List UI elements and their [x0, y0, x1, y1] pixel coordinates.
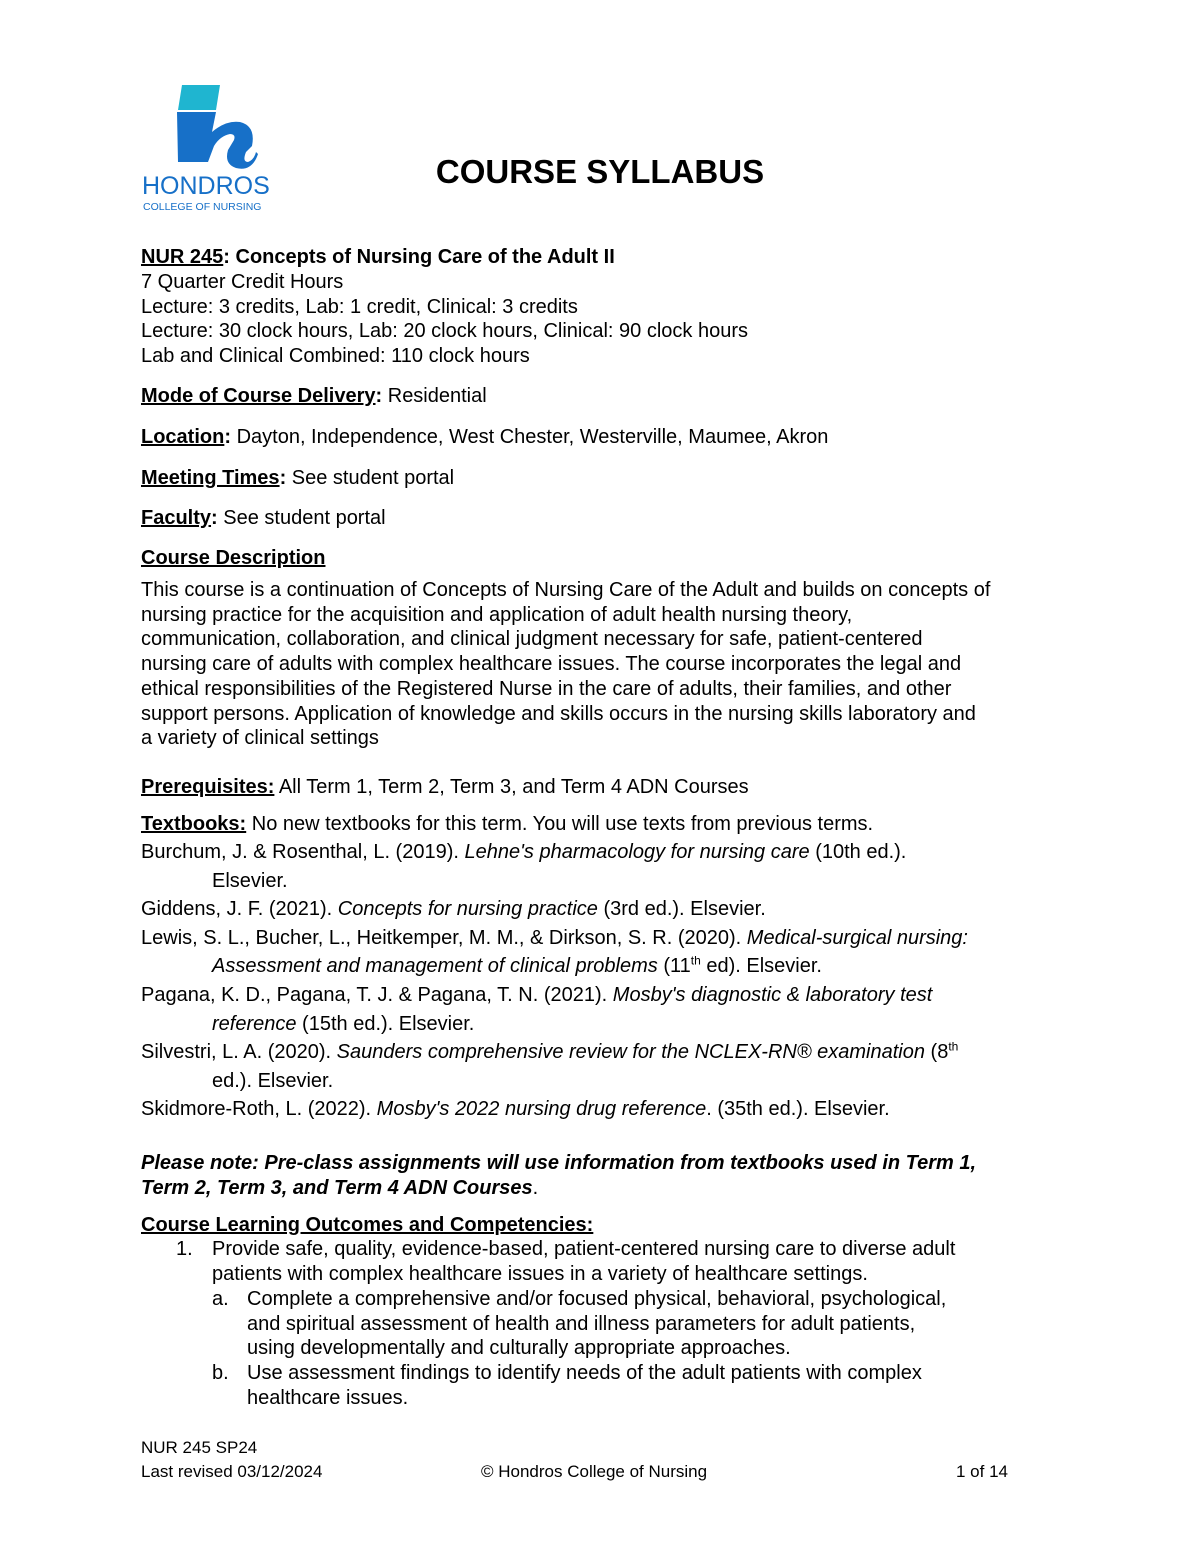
- course-heading: NUR 245: Concepts of Nursing Care of the Adult II: [141, 246, 615, 268]
- reference-skidmore: Skidmore-Roth, L. (2022). Mosby's 2022 nursing drug reference. (35th ed.). Elsevier.: [141, 1098, 890, 1120]
- description-line: This course is a continuation of Concepts of Nursing Care of the Adult and builds on concepts of: [141, 579, 991, 601]
- description-line: support persons. Application of knowledge and skills occurs in the nursing skills laboratory and: [141, 703, 976, 725]
- sub-outcome-line: Use assessment findings to identify needs of the adult patients with complex: [247, 1362, 922, 1384]
- field-faculty: Faculty: See student portal: [141, 507, 386, 529]
- reference-burchum: Burchum, J. & Rosenthal, L. (2019). Lehne's pharmacology for nursing care (10th ed.).: [141, 841, 907, 863]
- reference-burchum-cont: Elsevier.: [212, 870, 288, 892]
- prerequisites: Prerequisites: All Term 1, Term 2, Term 3, and Term 4 ADN Courses: [141, 776, 749, 798]
- description-line: nursing practice for the acquisition and application of adult health nursing theory,: [141, 604, 853, 626]
- footer-course-code: NUR 245 SP24: [141, 1438, 258, 1457]
- reference-pagana-cont: reference (15th ed.). Elsevier.: [212, 1013, 475, 1035]
- sub-outcome-line: healthcare issues.: [247, 1387, 409, 1409]
- page-title: COURSE SYLLABUS: [435, 153, 765, 190]
- svg-text:HONDROS: HONDROS: [142, 172, 270, 200]
- sub-outcome-letter: b.: [212, 1362, 229, 1384]
- credit-breakdown: Lecture: 3 credits, Lab: 1 credit, Clinical: 3 credits: [141, 296, 578, 318]
- reference-silvestri-cont: ed.). Elsevier.: [212, 1070, 334, 1092]
- field-location: Location: Dayton, Independence, West Chester, Westerville, Maumee, Akron: [141, 426, 829, 448]
- footer-page-number: 1 of 14: [956, 1462, 1008, 1481]
- combined-hours: Lab and Clinical Combined: 110 clock hours: [141, 345, 530, 367]
- sub-outcome-line: and spiritual assessment of health and illness parameters for adult patients,: [247, 1313, 916, 1335]
- hondros-logo: [140, 80, 290, 215]
- reference-lewis: Lewis, S. L., Bucher, L., Heitkemper, M. M., & Dirkson, S. R. (2020). Medical-surgical nursing:: [141, 927, 968, 949]
- description-line: a variety of clinical settings: [141, 727, 379, 749]
- outcome-line: Provide safe, quality, evidence-based, patient-centered nursing care to diverse adult: [212, 1238, 956, 1260]
- reference-lewis-cont: Assessment and management of clinical problems (11th ed). Elsevier.: [212, 953, 822, 977]
- description-line: nursing care of adults with complex healthcare issues. The course incorporates the legal and: [141, 653, 962, 675]
- description-line: communication, collaboration, and clinical judgment necessary for safe, patient-centered: [141, 628, 923, 650]
- outcome-number: 1.: [176, 1238, 193, 1260]
- reference-giddens: Giddens, J. F. (2021). Concepts for nursing practice (3rd ed.). Elsevier.: [141, 898, 766, 920]
- reference-silvestri: Silvestri, L. A. (2020). Saunders comprehensive review for the NCLEX-RN® examination (8th: [141, 1039, 959, 1063]
- please-note-cont: Term 2, Term 3, and Term 4 ADN Courses.: [141, 1177, 539, 1199]
- reference-pagana: Pagana, K. D., Pagana, T. J. & Pagana, T. N. (2021). Mosby's diagnostic & laboratory test: [141, 984, 933, 1006]
- field-meeting-times: Meeting Times: See student portal: [141, 467, 455, 489]
- sub-outcome-letter: a.: [212, 1288, 229, 1310]
- sub-outcome-line: using developmentally and culturally appropriate approaches.: [247, 1337, 791, 1359]
- credit-hours: 7 Quarter Credit Hours: [141, 271, 344, 293]
- footer-revised: Last revised 03/12/2024: [141, 1462, 323, 1481]
- textbooks: Textbooks: No new textbooks for this term. You will use texts from previous terms.: [141, 813, 874, 835]
- description-heading: Course Description: [141, 547, 326, 569]
- description-line: ethical responsibilities of the Registered Nurse in the care of adults, their families, and other: [141, 678, 952, 700]
- footer-copyright: © Hondros College of Nursing: [481, 1462, 708, 1481]
- clock-hours: Lecture: 30 clock hours, Lab: 20 clock hours, Clinical: 90 clock hours: [141, 320, 748, 342]
- svg-text:COLLEGE OF NURSING: COLLEGE OF NURSING: [143, 201, 262, 213]
- field-delivery: Mode of Course Delivery: Residential: [141, 385, 487, 407]
- please-note: Please note: Pre-class assignments will use information from textbooks used in Term 1,: [141, 1152, 977, 1174]
- outcome-line: patients with complex healthcare issues in a variety of healthcare settings.: [212, 1263, 868, 1285]
- sub-outcome-line: Complete a comprehensive and/or focused physical, behavioral, psychological,: [247, 1288, 947, 1310]
- outcomes-heading: Course Learning Outcomes and Competencies:: [141, 1214, 594, 1236]
